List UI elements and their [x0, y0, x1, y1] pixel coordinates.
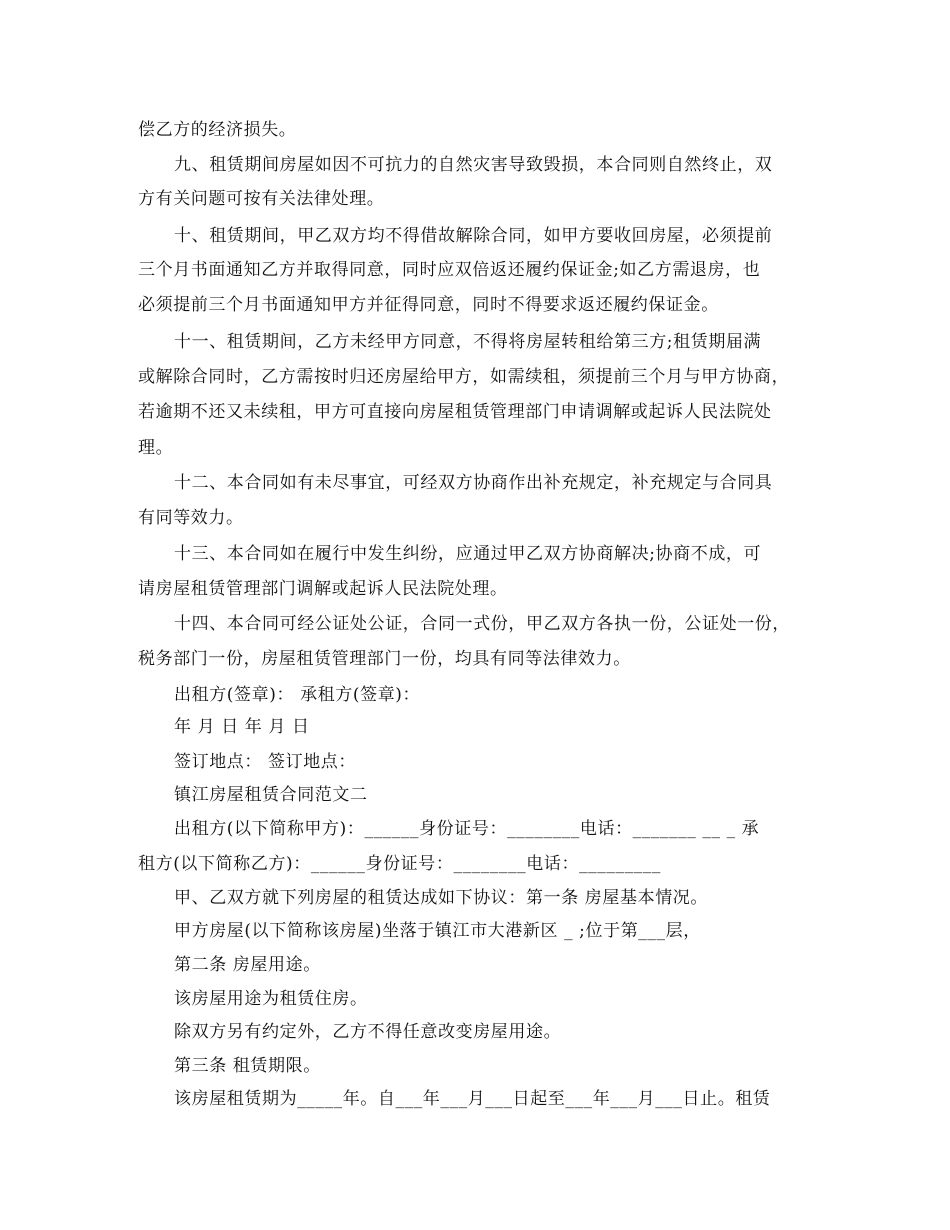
text-line: 必须提前三个月书面通知甲方并征得同意，同时不得要求返还履约保证金。 — [138, 295, 719, 315]
text-line: 有同等效力。 — [138, 508, 244, 528]
text-line: 十二、本合同如有未尽事宜，可经双方协商作出补充规定，补充规定与合同具 — [174, 473, 773, 493]
text-line: 理。 — [138, 438, 174, 458]
text-line: 租方(以下简称乙方)：______身份证号：________电话：_________ — [138, 854, 661, 874]
text-line: 第二条 房屋用途。 — [174, 955, 321, 975]
text-line: 该房屋租赁期为_____年。自___年___月___日起至___年___月___日止。租赁 — [174, 1089, 771, 1109]
section-title: 镇江房屋租赁合同范文二 — [174, 785, 368, 805]
text-line: 该房屋用途为租赁住房。 — [174, 989, 368, 1009]
text-line: 若逾期不还又未续租，甲方可直接向房屋租赁管理部门申请调解或起诉人民法院处 — [138, 402, 772, 422]
text-line: 偿乙方的经济损失。 — [138, 120, 297, 140]
text-line: 十四、本合同可经公证处公证，合同一式份，甲乙双方各执一份，公证处一份， — [174, 614, 790, 634]
text-line: 三个月书面通知乙方并取得同意，同时应双倍返还履约保证金;如乙方需退房，也 — [138, 260, 761, 280]
text-line: 十一、租赁期间，乙方未经甲方同意，不得将房屋转租给第三方;租赁期届满 — [174, 332, 762, 352]
text-line: 或解除合同时，乙方需按时归还房屋给甲方，如需续租，须提前三个月与甲方协商， — [138, 367, 790, 387]
text-line: 第三条 租赁期限。 — [174, 1056, 321, 1076]
text-line: 请房屋租赁管理部门调解或起诉人民法院处理。 — [138, 579, 508, 599]
text-line: 十三、本合同如在履行中发生纠纷，应通过甲乙双方协商解决;协商不成，可 — [174, 544, 762, 564]
text-line: 年 月 日 年 月 日 — [174, 717, 310, 737]
text-line: 九、租赁期间房屋如因不可抗力的自然灾害导致毁损，本合同则自然终止，双 — [174, 155, 773, 175]
text-line: 出租方(以下简称甲方)：______身份证号：________电话：_______ __ _ 承 — [174, 819, 760, 839]
text-line: 税务部门一份，房屋租赁管理部门一份，均具有同等法律效力。 — [138, 649, 631, 669]
text-line: 十、租赁期间，甲乙双方均不得借故解除合同，如甲方要收回房屋，必须提前 — [174, 226, 773, 246]
text-line: 签订地点： 签订地点： — [174, 752, 357, 772]
text-line: 出租方(签章)： 承租方(签章)： — [174, 685, 421, 705]
text-line: 方有关问题可按有关法律处理。 — [138, 189, 385, 209]
text-line: 除双方另有约定外，乙方不得任意改变房屋用途。 — [174, 1022, 562, 1042]
text-line: 甲、乙双方就下列房屋的租赁达成如下协议：第一条 房屋基本情况。 — [174, 888, 709, 908]
text-line: 甲方房屋(以下简称该房屋)坐落于镇江市大港新区 _ ;位于第___层， — [174, 921, 701, 941]
